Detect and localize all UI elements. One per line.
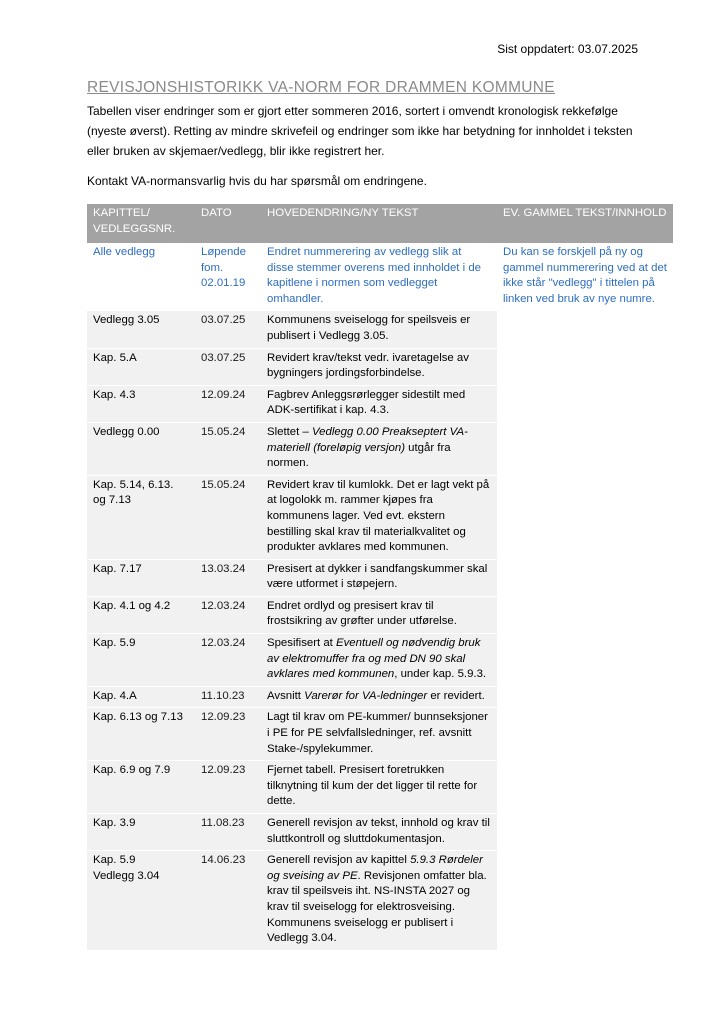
cell-date: 11.08.23	[195, 814, 261, 851]
cell-change: Revidert krav til kumlokk. Det er lagt vekt på at logolokk m. rammer kjøpes fra kommunens lager. Ved evt. ekstern bestilling skal krav til materialkvalitet og produkter avklares med kommunen.	[261, 475, 497, 559]
table-header-row	[87, 204, 673, 243]
cell-date: 12.09.24	[195, 385, 261, 422]
cell-chapter: Kap. 5.9	[87, 634, 195, 687]
change-text-italic: Varerør for VA-ledninger	[304, 689, 428, 702]
cell-date: 03.07.25	[195, 311, 261, 348]
cell-chapter: Kap. 7.17	[87, 559, 195, 596]
cell-date: 12.09.23	[195, 708, 261, 761]
cell-change: Revidert krav/tekst vedr. ivaretagelse av bygningers jordingsforbindelse.	[261, 348, 497, 385]
cell-date: 03.07.25	[195, 348, 261, 385]
change-text-italic: Eventuell og nødvendig bruk av elektromuffer fra og med DN 90 skal avklares med kommunen	[267, 637, 481, 681]
cell-chapter: Vedlegg 0.00	[87, 422, 195, 475]
cell-chapter: Kap. 6.9 og 7.9	[87, 761, 195, 814]
change-text: Spesifisert at	[267, 637, 337, 650]
cell-chapter: Kap. 6.13 og 7.13	[87, 708, 195, 761]
cell-old-text	[497, 686, 673, 708]
change-text: Slettet –	[267, 425, 312, 438]
header-old-text: EV. GAMMEL TEKST/INNHOLD	[497, 204, 673, 243]
cell-chapter: Alle vedlegg	[87, 243, 195, 311]
cell-change: Endret nummerering av vedlegg slik at disse stemmer overens med innholdet i de kapitlene i normen som vedlegget omhandler.	[261, 243, 497, 311]
cell-change	[261, 422, 497, 475]
cell-change: Fjernet tabell. Presisert foretrukken tilknytning til kum der det ligger til rette for dette.	[261, 761, 497, 814]
cell-date: Løpende fom. 02.01.19	[195, 243, 261, 311]
cell-date: 15.05.24	[195, 475, 261, 559]
cell-date: 12.09.23	[195, 761, 261, 814]
change-text-italic: 5.9.3 Rørdeler og sveising av PE	[267, 854, 483, 882]
last-updated: Sist oppdatert: 03.07.2025	[497, 42, 638, 56]
cell-date: 15.05.24	[195, 422, 261, 475]
change-text: , under kap. 5.9.3.	[394, 668, 487, 681]
table-row	[87, 814, 673, 851]
cell-chapter: Vedlegg 3.05	[87, 311, 195, 348]
cell-change	[261, 634, 497, 687]
cell-change: Lagt til krav om PE-kummer/ bunnseksjoner i PE for PE selvfallsledninger, ref. avsnitt Stake-/spylekummer.	[261, 708, 497, 761]
change-text: Avsnitt	[267, 689, 305, 702]
cell-chapter: Kap. 3.9	[87, 814, 195, 851]
cell-old-text	[497, 348, 673, 385]
table-row	[87, 596, 673, 633]
table-row	[87, 422, 673, 475]
cell-old-text	[497, 422, 673, 475]
change-text-italic: Vedlegg 0.00 Preakseptert VA-materiell (foreløpig versjon)	[267, 425, 468, 454]
cell-old-text	[497, 634, 673, 687]
cell-old-text	[497, 559, 673, 596]
table-row	[87, 385, 673, 422]
cell-change: Kommunens sveiselogg for speilsveis er publisert i Vedlegg 3.05.	[261, 311, 497, 348]
cell-change	[261, 851, 497, 951]
table-row	[87, 634, 673, 687]
cell-old-text	[497, 708, 673, 761]
cell-change: Presisert at dykker i sandfangskummer skal være utformet i støpejern.	[261, 559, 497, 596]
cell-old-text	[497, 761, 673, 814]
cell-date: 13.03.24	[195, 559, 261, 596]
contact-note: Kontakt VA-normansvarlig hvis du har spørsmål om endringene.	[87, 174, 427, 188]
change-text: utgår fra normen.	[267, 441, 451, 470]
cell-old-text	[497, 311, 673, 348]
cell-chapter: Kap. 4.3	[87, 385, 195, 422]
table-row-note	[87, 243, 673, 311]
cell-chapter: Kap. 5.A	[87, 348, 195, 385]
cell-change: Endret ordlyd og presisert krav til frostsikring av grøfter under utførelse.	[261, 596, 497, 633]
revision-table	[87, 204, 673, 951]
table-row	[87, 851, 673, 951]
intro-paragraph: Tabellen viser endringer som er gjort etter sommeren 2016, sortert i omvendt kronologisk rekkefølge (nyeste øverst). Retting av mindre skrivefeil og endringer som ikke har betydning for innholdet i teksten eller bruken av skjemaer/vedlegg, blir ikke registrert her.	[87, 104, 633, 158]
cell-date: 12.03.24	[195, 596, 261, 633]
header-change: HOVEDENDRING/NY TEKST	[261, 204, 497, 243]
table-row	[87, 348, 673, 385]
cell-chapter: Kap. 5.14, 6.13. og 7.13	[87, 475, 195, 559]
cell-old-text	[497, 851, 673, 951]
cell-old-text	[497, 814, 673, 851]
change-text: er revidert.	[427, 689, 485, 702]
table-row	[87, 559, 673, 596]
header-date: DATO	[195, 204, 261, 243]
change-text: . Revisjonen omfatter bla. krav til speilsveis iht. NS-INSTA 2027 og krav til sveiselogg for elektrosveising. Kommunens sveiselogg er publisert i Vedlegg 3.04.	[267, 869, 487, 945]
table-row	[87, 311, 673, 348]
cell-chapter	[87, 851, 195, 951]
change-text: Generell revisjon av kapittel	[267, 854, 411, 867]
cell-date: 11.10.23	[195, 686, 261, 708]
cell-change	[261, 686, 497, 708]
cell-old-text	[497, 385, 673, 422]
chapter-line: Kap. 5.9	[93, 854, 136, 867]
cell-old-text: Du kan se forskjell på ny og gammel nummerering ved at det ikke står "vedlegg" i tittelen på linken ved bruk av nye numre.	[497, 243, 673, 311]
table-row	[87, 686, 673, 708]
cell-change: Generell revisjon av tekst, innhold og krav til sluttkontroll og sluttdokumentasjon.	[261, 814, 497, 851]
table-row	[87, 475, 673, 559]
header-chapter: KAPITTEL/ VEDLEGGSNR.	[87, 204, 195, 243]
cell-old-text	[497, 596, 673, 633]
cell-chapter: Kap. 4.A	[87, 686, 195, 708]
cell-chapter: Kap. 4.1 og 4.2	[87, 596, 195, 633]
cell-old-text	[497, 475, 673, 559]
page-title: REVISJONSHISTORIKK VA-NORM FOR DRAMMEN KOMMUNE	[87, 79, 555, 96]
cell-date: 12.03.24	[195, 634, 261, 687]
table-row	[87, 761, 673, 814]
table-row	[87, 708, 673, 761]
chapter-line: Vedlegg 3.04	[93, 869, 160, 882]
cell-date: 14.06.23	[195, 851, 261, 951]
cell-change: Fagbrev Anleggsrørlegger sidestilt med ADK-sertifikat i kap. 4.3.	[261, 385, 497, 422]
